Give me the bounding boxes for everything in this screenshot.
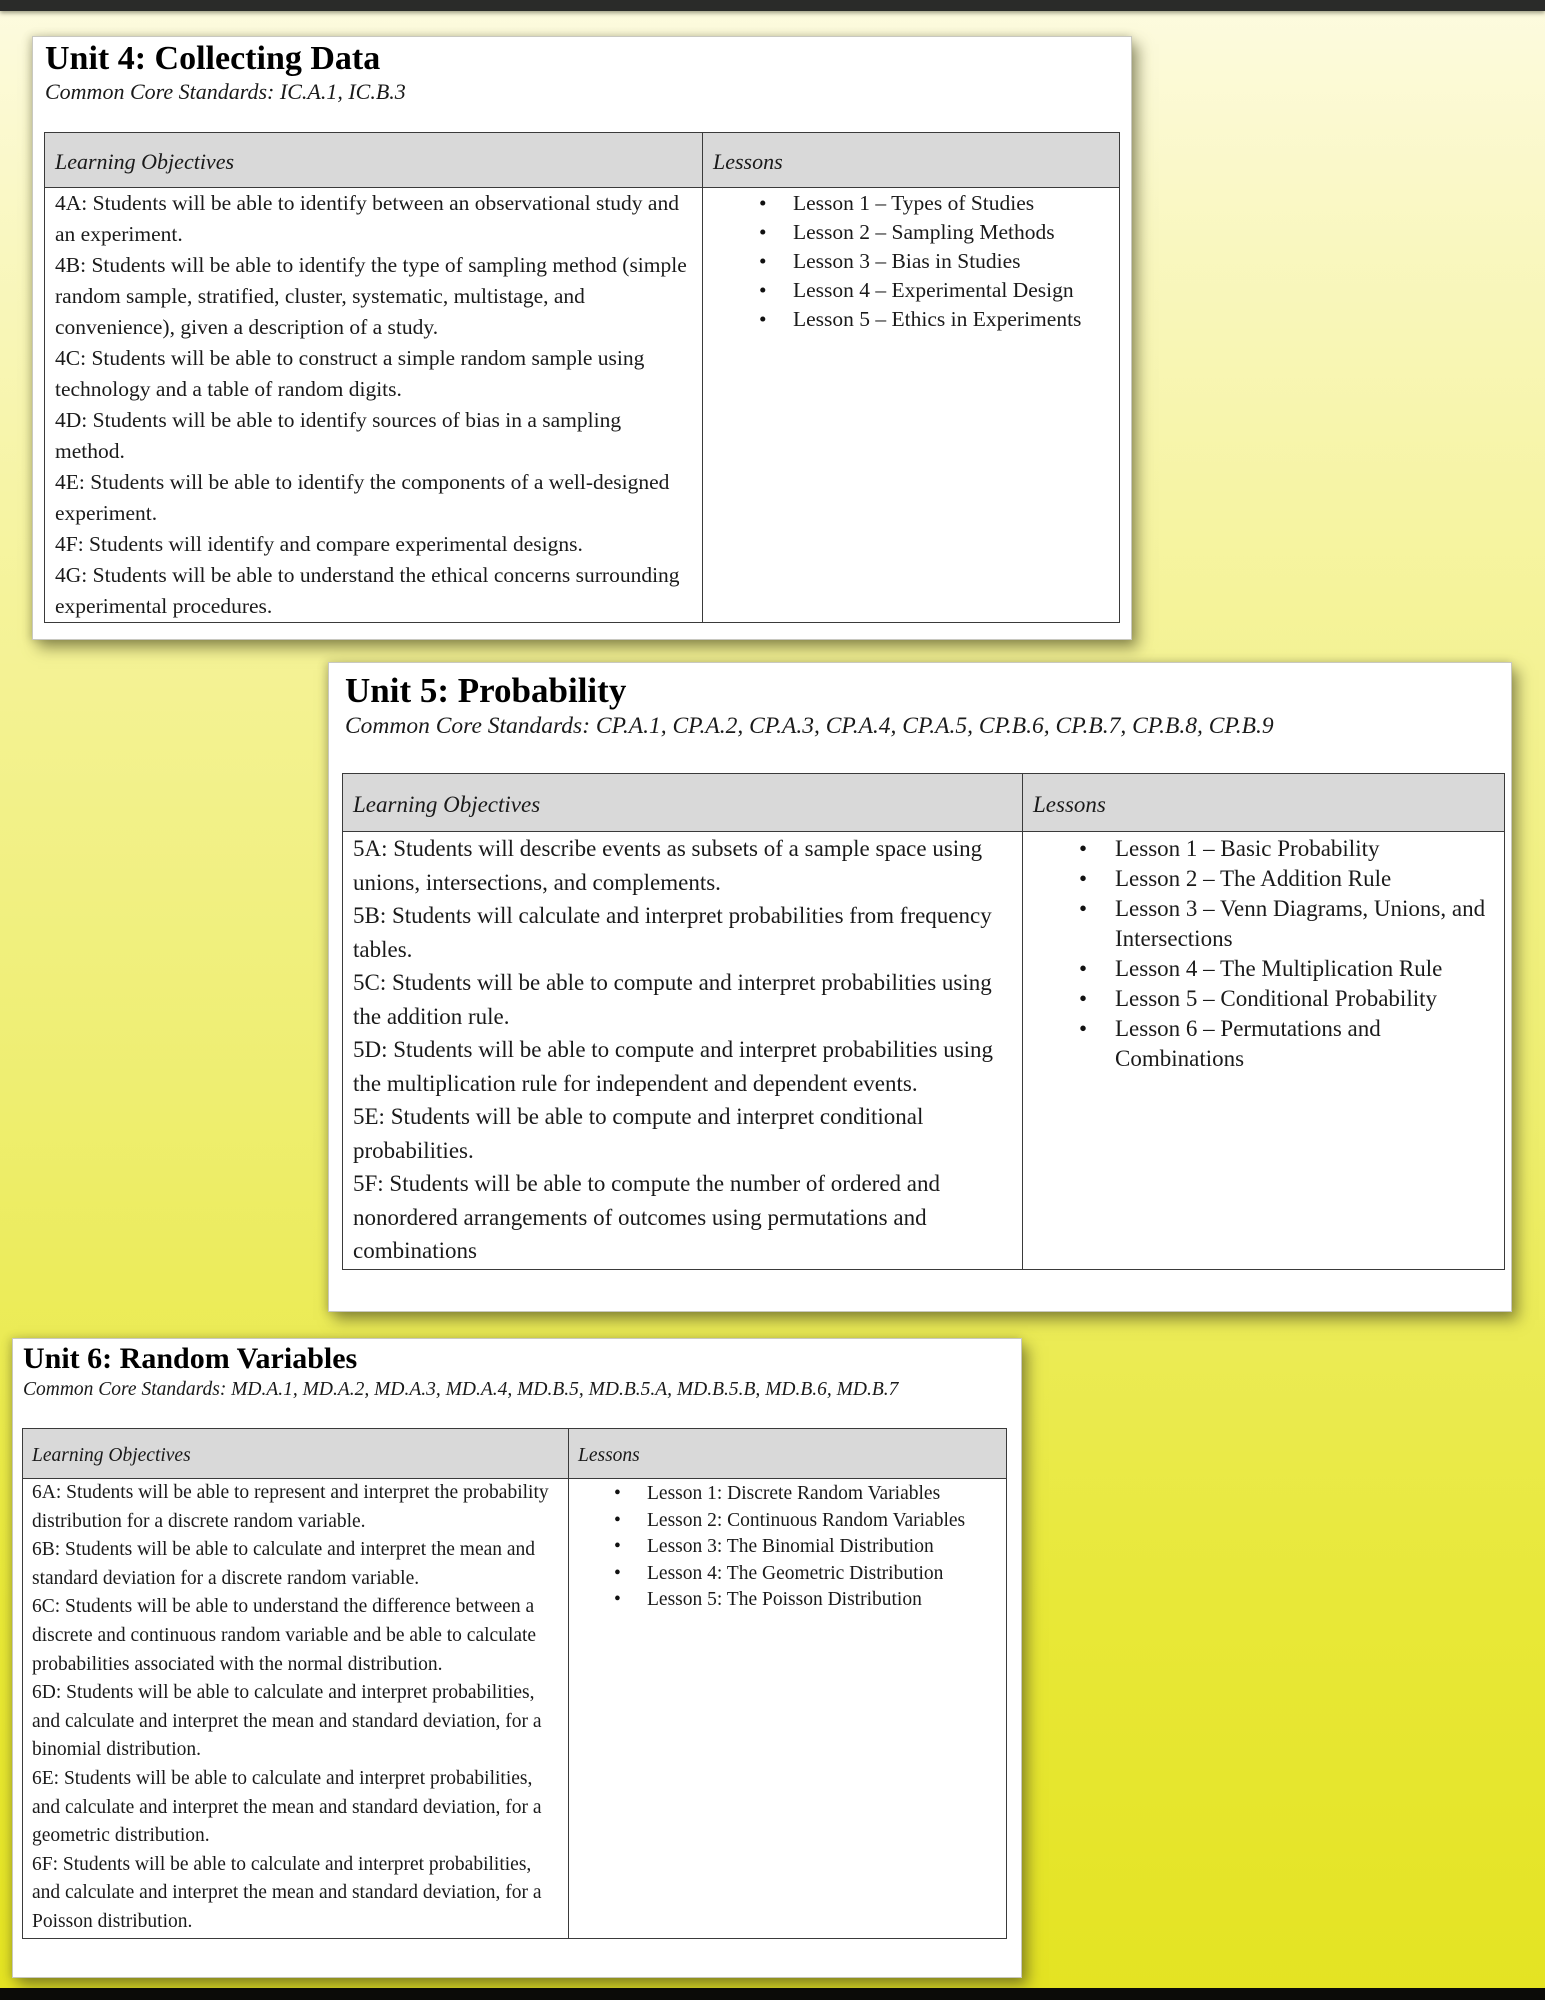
table-header-row bbox=[23, 1429, 1007, 1479]
table-header-row bbox=[45, 133, 1120, 188]
unit-5-card bbox=[328, 662, 1512, 1312]
lesson-item: • Lesson 2 – Sampling Methods bbox=[793, 218, 1109, 247]
lesson-list bbox=[713, 188, 1109, 334]
lesson-item: • Lesson 5 – Ethics in Experiments bbox=[793, 305, 1109, 334]
unit-title: Unit 5: Probability bbox=[345, 671, 627, 710]
objective-5e: 5E: Students will be able to compute and interpret conditional probabilities. bbox=[353, 1104, 924, 1163]
lessons-cell bbox=[703, 188, 1120, 623]
lesson-item: • Lesson 4: The Geometric Distribution bbox=[647, 1561, 997, 1588]
lesson-item: • Lesson 2: Continuous Random Variables bbox=[647, 1508, 997, 1535]
header-lessons: Lessons bbox=[703, 133, 1120, 188]
table-row bbox=[23, 1479, 1007, 1939]
lesson-item: • Lesson 3 – Venn Diagrams, Unions, and Intersections bbox=[1115, 894, 1494, 954]
objective-5a: 5A: Students will describe events as subsets of a sample space using unions, intersections, and complements. bbox=[353, 836, 983, 895]
objectives-cell bbox=[23, 1479, 569, 1939]
common-core-standards: Common Core Standards: MD.A.1, MD.A.2, MD.A.3, MD.A.4, MD.B.5, MD.B.5.A, MD.B.5.B, MD.B.6, MD.B.7 bbox=[23, 1379, 899, 1400]
objective-4e: 4E: Students will be able to identify the components of a well-designed experiment. bbox=[55, 470, 670, 525]
bottom-bar bbox=[0, 1988, 1545, 2000]
top-bar bbox=[0, 0, 1545, 11]
objectives-cell bbox=[45, 188, 703, 623]
objective-4d: 4D: Students will be able to identify sources of bias in a sampling method. bbox=[55, 408, 622, 463]
unit-table bbox=[44, 132, 1120, 623]
objective-5c: 5C: Students will be able to compute and interpret probabilities using the addition rule. bbox=[353, 970, 992, 1029]
objective-4g: 4G: Students will be able to understand the ethical concerns surrounding experimental procedures. bbox=[55, 563, 680, 618]
lesson-item: • Lesson 3: The Binomial Distribution bbox=[647, 1534, 997, 1561]
lesson-item: • Lesson 1: Discrete Random Variables bbox=[647, 1481, 997, 1508]
lesson-list bbox=[1033, 832, 1494, 1074]
unit-6-card bbox=[12, 1338, 1022, 1978]
lesson-item: • Lesson 4 – The Multiplication Rule bbox=[1115, 954, 1494, 984]
header-lessons: Lessons bbox=[569, 1429, 1007, 1479]
lessons-cell bbox=[1023, 832, 1505, 1270]
lesson-item: • Lesson 5 – Conditional Probability bbox=[1115, 984, 1494, 1014]
objective-5d: 5D: Students will be able to compute and interpret probabilities using the multiplication rule for independent and dependent events. bbox=[353, 1037, 994, 1096]
objective-5b: 5B: Students will calculate and interpret probabilities from frequency tables. bbox=[353, 903, 992, 962]
table-header-row bbox=[343, 774, 1505, 832]
unit-title: Unit 6: Random Variables bbox=[23, 1342, 358, 1375]
objective-6c: 6C: Students will be able to understand the difference between a discrete and continuous random variable and be able to calculate probabilities associated with the normal distribution. bbox=[32, 1596, 537, 1675]
unit-table bbox=[342, 773, 1505, 1270]
lesson-item: • Lesson 6 – Permutations and Combinations bbox=[1115, 1014, 1494, 1074]
objective-6d: 6D: Students will be able to calculate and interpret probabilities, and calculate and interpret the mean and standard deviation, for a binomial distribution. bbox=[32, 1682, 542, 1761]
objective-5f: 5F: Students will be able to compute the number of ordered and nonordered arrangements of outcomes using permutations and combinations bbox=[353, 1171, 941, 1263]
objective-6b: 6B: Students will be able to calculate and interpret the mean and standard deviation for a discrete random variable. bbox=[32, 1539, 536, 1589]
header-learning-objectives: Learning Objectives bbox=[45, 133, 703, 188]
lesson-item: • Lesson 1 – Types of Studies bbox=[793, 189, 1109, 218]
objective-4f: 4F: Students will identify and compare experimental designs. bbox=[55, 532, 583, 556]
unit-title: Unit 4: Collecting Data bbox=[45, 40, 381, 77]
objective-6a: 6A: Students will be able to represent and interpret the probability distribution for a discrete random variable. bbox=[32, 1482, 549, 1532]
lesson-item: • Lesson 5: The Poisson Distribution bbox=[647, 1587, 997, 1614]
common-core-standards: Common Core Standards: IC.A.1, IC.B.3 bbox=[45, 79, 406, 104]
header-lessons: Lessons bbox=[1023, 774, 1505, 832]
objectives-cell bbox=[343, 832, 1023, 1270]
lesson-item: • Lesson 3 – Bias in Studies bbox=[793, 247, 1109, 276]
lessons-cell bbox=[569, 1479, 1007, 1939]
header-learning-objectives: Learning Objectives bbox=[23, 1429, 569, 1479]
lesson-item: • Lesson 4 – Experimental Design bbox=[793, 276, 1109, 305]
header-learning-objectives: Learning Objectives bbox=[343, 774, 1023, 832]
lesson-item: • Lesson 1 – Basic Probability bbox=[1115, 834, 1494, 864]
lesson-item: • Lesson 2 – The Addition Rule bbox=[1115, 864, 1494, 894]
unit-table bbox=[22, 1428, 1007, 1939]
lesson-list bbox=[578, 1479, 997, 1614]
common-core-standards: Common Core Standards: CP.A.1, CP.A.2, CP.A.3, CP.A.4, CP.A.5, CP.B.6, CP.B.7, CP.B.8, CP.B.9 bbox=[345, 713, 1274, 739]
table-row bbox=[45, 188, 1120, 623]
unit-4-card bbox=[32, 36, 1132, 640]
objective-4b: 4B: Students will be able to identify the type of sampling method (simple random sample, stratified, cluster, systematic, multistage, and convenience), given a description of a study. bbox=[55, 253, 687, 339]
table-row bbox=[343, 832, 1505, 1270]
objective-4c: 4C: Students will be able to construct a simple random sample using technology and a table of random digits. bbox=[55, 346, 645, 401]
objective-6e: 6E: Students will be able to calculate and interpret probabilities, and calculate and interpret the mean and standard deviation, for a geometric distribution. bbox=[32, 1767, 542, 1847]
objective-6f: 6F: Students will be able to calculate and interpret probabilities, and calculate and interpret the mean and standard deviation, for a Poisson distribution. bbox=[32, 1853, 542, 1932]
objective-4a: 4A: Students will be able to identify between an observational study and an experiment. bbox=[55, 191, 679, 246]
